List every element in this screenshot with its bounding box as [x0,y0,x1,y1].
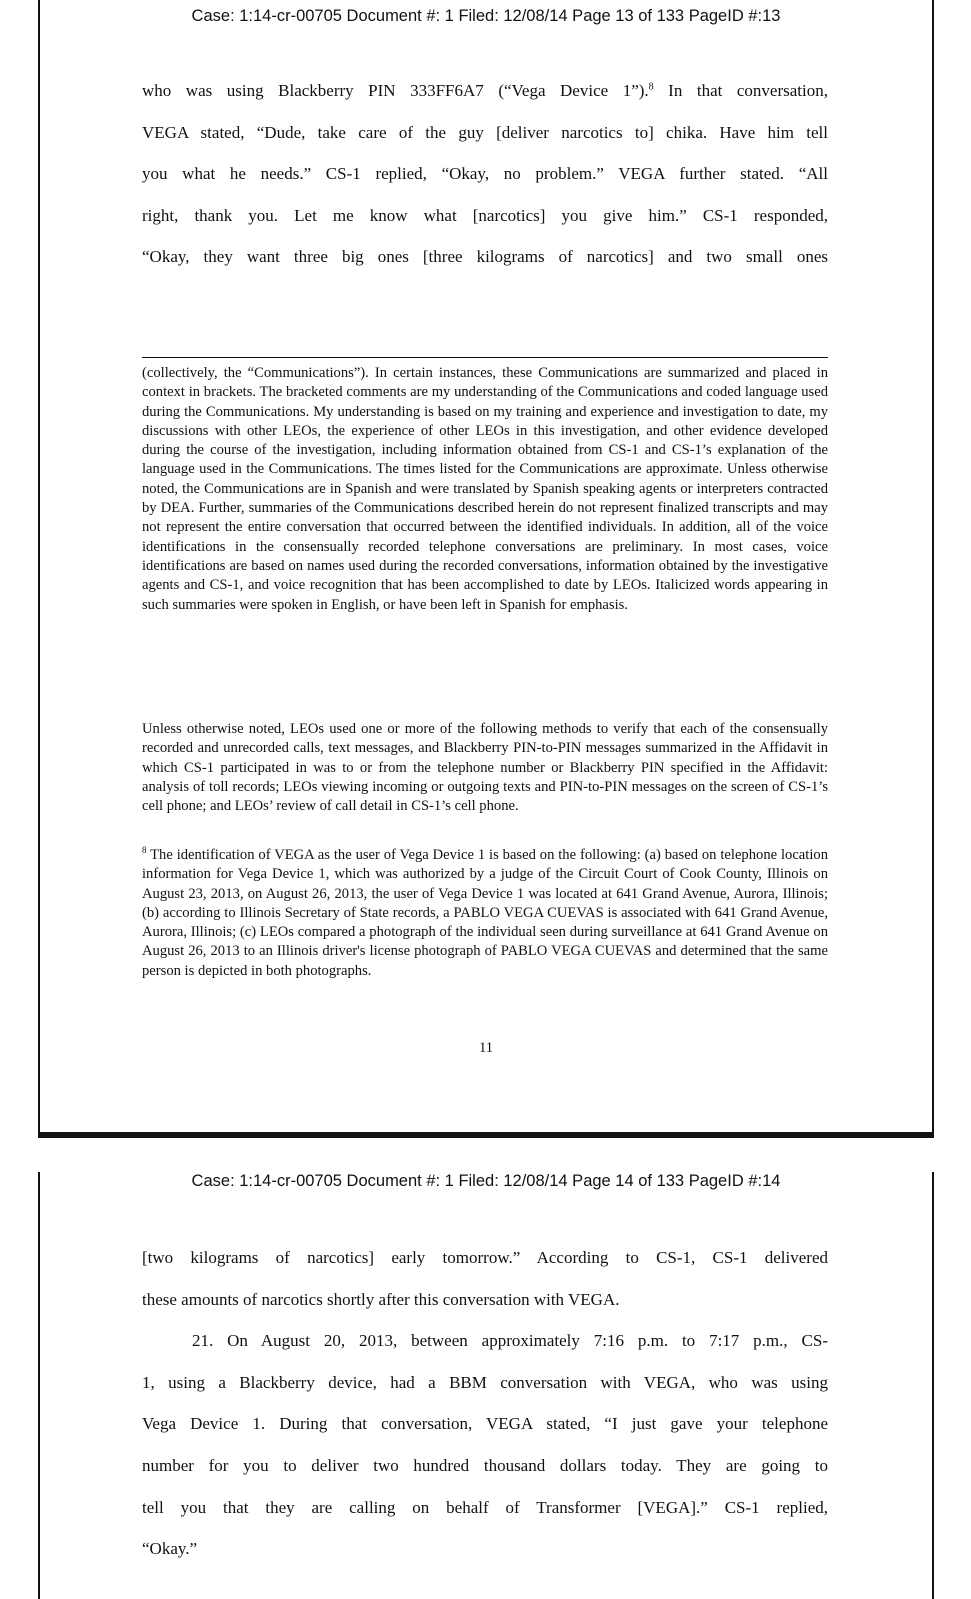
footnote-ref-8: 8 [648,81,654,93]
footnote-communications: (collectively, the “Communications”). In certain instances, these Communications are summarized and placed in context in brackets. The bracketed comments are my understanding of the Communications and coded language used during the Communications. My understanding is based on my training and experience and investigation to date, my discussions with other LEOs, the experience of other LEOs in this investigation, and other evidence developed during the course of the investigation, including information obtained from CS-1 and CS-1’s explanation of the language used in the Communications. The times listed for the Communications are approximate. Unless otherwise noted, the Communications are in Spanish and were translated by Spanish speaking agents or interpreters contracted by DEA. Further, summaries of the Communications described herein do not represent finalized transcripts and may not represent the entire conversation that occurred between the identified individuals. In addition, all of the voice identifications in the consensually recorded telephone conversations are preliminary. In most cases, voice identifications are based on names used during the recorded conversations, information obtained by the investigative agents and CS-1, and voice recognition that has been accomplished to date by LEOs. Italicized words appearing in such summaries were spoken in English, or have been left in Spanish for emphasis. [142,365,828,613]
footnote-divider [142,357,828,358]
body-line-4: right, thank you. Let me know what [narcotics] you give him.” CS-1 responded, [142,206,828,225]
body-line-6: number for you to deliver two hundred thousand dollars today. They are going to [142,1456,828,1475]
page-header: Case: 1:14-cr-00705 Document #: 1 Filed: 12/08/14 Page 13 of 133 PageID #:13 [191,7,781,25]
page-header: Case: 1:14-cr-00705 Document #: 1 Filed: 12/08/14 Page 14 of 133 PageID #:14 [191,1172,781,1190]
body-line-2: VEGA stated, “Dude, take care of the guy [deliver narcotics to] chika. Have him tell [142,123,828,142]
body-line-1-text: who was using Blackberry PIN 333FF6A7 (“Vega Device 1”). [142,81,649,100]
body-line-4: 1, using a Blackberry device, had a BBM conversation with VEGA, who was using [142,1373,828,1392]
footnote-8-text: The identification of VEGA as the user of Vega Device 1 is based on the following: (a) based on telephone location information for Vega Device 1, which was authorized by a judge of the Circuit Court of Cook County, Illinois on August 23, 2013, on August 26, 2013, the user of Vega Device 1 was located at 641 Grand Avenue, Aurora, Illinois; (b) according to Illinois Secretary of State records, a PABLO VEGA CUEVAS is associated with 641 Grand Avenue, Aurora, Illinois; (c) LEOs compared a photograph of the individual seen during surveillance at 641 Grand Avenue on August 26, 2013 to an Illinois driver's license photograph of PABLO VEGA CUEVAS and determined that the same person is depicted in both photographs. [142,847,828,979]
body-line-1-tail: In that conversation, [653,81,828,100]
body-line-2: these amounts of narcotics shortly after this conversation with VEGA. [142,1290,620,1309]
body-line-5: Vega Device 1. During that conversation, VEGA stated, “I just gave your telephone [142,1414,828,1433]
footnote-8 [142,846,828,981]
footnote-8-mark: 8 [142,845,147,856]
body-line-7: tell you that they are calling on behalf of Transformer [VEGA].” CS-1 replied, [142,1498,828,1517]
paragraph-21-first-line: 21. On August 20, 2013, between approximately 7:16 p.m. to 7:17 p.m., CS- [192,1331,828,1350]
body-line-3: you what he needs.” CS-1 replied, “Okay, no problem.” VEGA further stated. “All [142,164,828,183]
document-page-14 [38,1172,934,1599]
body-line-1 [142,81,828,101]
body-line-1: [two kilograms of narcotics] early tomorrow.” According to CS-1, CS-1 delivered [142,1248,828,1267]
page-number: 11 [478,1040,494,1056]
body-line-5: “Okay, they want three big ones [three kilograms of narcotics] and two small ones [142,247,828,266]
document-page-13 [38,0,934,1138]
footnote-verification: Unless otherwise noted, LEOs used one or more of the following methods to verify that each of the consensually recorded and unrecorded calls, text messages, and Blackberry PIN-to-PIN messages summarized in the Affidavit in which CS-1 participated in was to or from the telephone number or Blackberry PIN specified in the Affidavit: analysis of toll records; LEOs viewing incoming or outgoing texts and PIN-to-PIN messages on the screen of CS-1’s cell phone; and LEOs’ review of call detail in CS-1’s cell phone. [142,721,828,815]
body-line-8: “Okay.” [142,1539,198,1558]
